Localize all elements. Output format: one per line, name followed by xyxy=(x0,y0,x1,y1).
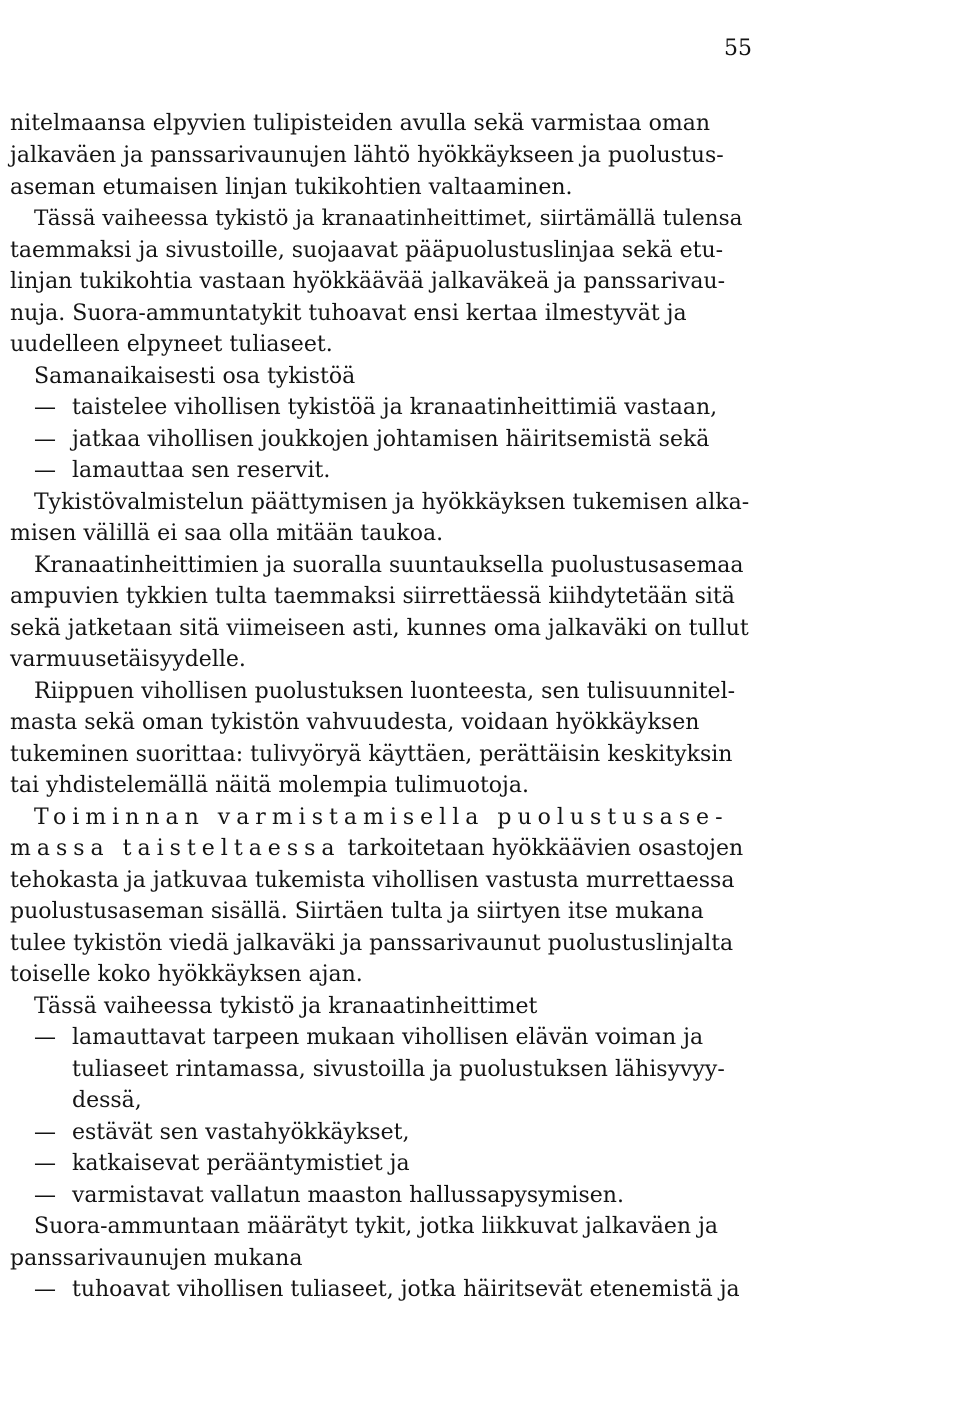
list-item: taistelee vihollisen tykistöä ja kranaatinheittimiä vastaan, xyxy=(72,395,718,420)
text-line: linjan tukikohtia vastaan hyökkäävää jalkaväkeä ja panssarivau- xyxy=(10,269,726,294)
text-line: Samanaikaisesti osa tykistöä xyxy=(34,364,356,389)
list-dash: — xyxy=(34,395,56,420)
list-item: lamauttavat tarpeen mukaan vihollisen elävän voiman ja xyxy=(72,1025,704,1050)
list-dash: — xyxy=(34,427,56,452)
list-dash: — xyxy=(34,1025,56,1050)
list-item: jatkaa vihollisen joukkojen johtamisen häiritsemistä sekä xyxy=(72,427,710,452)
spaced-heading: massa taisteltaessa xyxy=(10,836,341,861)
text-line: sekä jatketaan sitä viimeiseen asti, kunnes oma jalkaväki on tullut xyxy=(10,616,749,641)
text-line: jalkaväen ja panssarivaunujen lähtö hyökkäykseen ja puolustus- xyxy=(10,143,724,168)
text-line: taemmaksi ja sivustoille, suojaavat pääpuolustuslinjaa sekä etu- xyxy=(10,238,724,263)
spaced-heading: Toiminnan varmistamisella puolustusase- xyxy=(34,805,729,830)
text-line: misen välillä ei saa olla mitään taukoa. xyxy=(10,521,444,546)
text-line: toiselle koko hyökkäyksen ajan. xyxy=(10,962,363,987)
list-item: lamauttaa sen reservit. xyxy=(72,458,331,483)
text-line xyxy=(10,834,743,864)
list-dash: — xyxy=(34,458,56,483)
text-line: nitelmaansa elpyvien tulipisteiden avulla sekä varmistaa oman xyxy=(10,111,710,136)
list-dash: — xyxy=(34,1151,56,1176)
list-item: tuliaseet rintamassa, sivustoilla ja puolustuksen lähisyvyy- xyxy=(72,1057,725,1082)
text-fragment: tarkoitetaan hyökkäävien osastojen xyxy=(347,836,744,861)
text-line: Riippuen vihollisen puolustuksen luonteesta, sen tulisuunnitel- xyxy=(34,679,736,704)
text-line: nuja. Suora-ammuntatykit tuhoavat ensi kertaa ilmestyvät ja xyxy=(10,301,687,326)
list-item: tuhoavat vihollisen tuliaseet, jotka häiritsevät etenemistä ja xyxy=(72,1277,740,1302)
text-line: Suora-ammuntaan määrätyt tykit, jotka liikkuvat jalkaväen ja xyxy=(34,1214,719,1239)
text-line: uudelleen elpyneet tuliaseet. xyxy=(10,332,333,357)
text-line: masta sekä oman tykistön vahvuudesta, voidaan hyökkäyksen xyxy=(10,710,700,735)
text-line: tulee tykistön viedä jalkaväki ja panssarivaunut puolustuslinjalta xyxy=(10,931,734,956)
text-line: Kranaatinheittimien ja suoralla suuntauksella puolustusasemaa xyxy=(34,553,744,578)
text-line: Tykistövalmistelun päättymisen ja hyökkäyksen tukemisen alka- xyxy=(34,490,750,515)
text-line: ampuvien tykkien tulta taemmaksi siirrettäessä kiihdytetään sitä xyxy=(10,584,735,609)
list-item: estävät sen vastahyökkäykset, xyxy=(72,1120,410,1145)
list-item: varmistavat vallatun maaston hallussapysymisen. xyxy=(72,1183,624,1208)
text-line: puolustusaseman sisällä. Siirtäen tulta ja siirtyen itse mukana xyxy=(10,899,704,924)
text-line: tai yhdistelemällä näitä molempia tulimuotoja. xyxy=(10,773,529,798)
text-line: tukeminen suorittaa: tulivyöryä käyttäen, perättäisin keskityksin xyxy=(10,742,733,767)
list-item: dessä, xyxy=(72,1088,142,1113)
text-line: tehokasta ja jatkuvaa tukemista vihollisen vastusta murrettaessa xyxy=(10,868,735,893)
text-line: aseman etumaisen linjan tukikohtien valtaaminen. xyxy=(10,175,573,200)
list-dash: — xyxy=(34,1277,56,1302)
list-dash: — xyxy=(34,1120,56,1145)
list-item: katkaisevat perääntymistiet ja xyxy=(72,1151,410,1176)
text-line: panssarivaunujen mukana xyxy=(10,1246,303,1271)
text-line: Tässä vaiheessa tykistö ja kranaatinheittimet xyxy=(34,994,538,1019)
text-line: Tässä vaiheessa tykistö ja kranaatinheittimet, siirtämällä tulensa xyxy=(34,206,743,231)
list-dash: — xyxy=(34,1183,56,1208)
page-number: 55 xyxy=(724,36,752,61)
text-line: varmuusetäisyydelle. xyxy=(10,647,246,672)
